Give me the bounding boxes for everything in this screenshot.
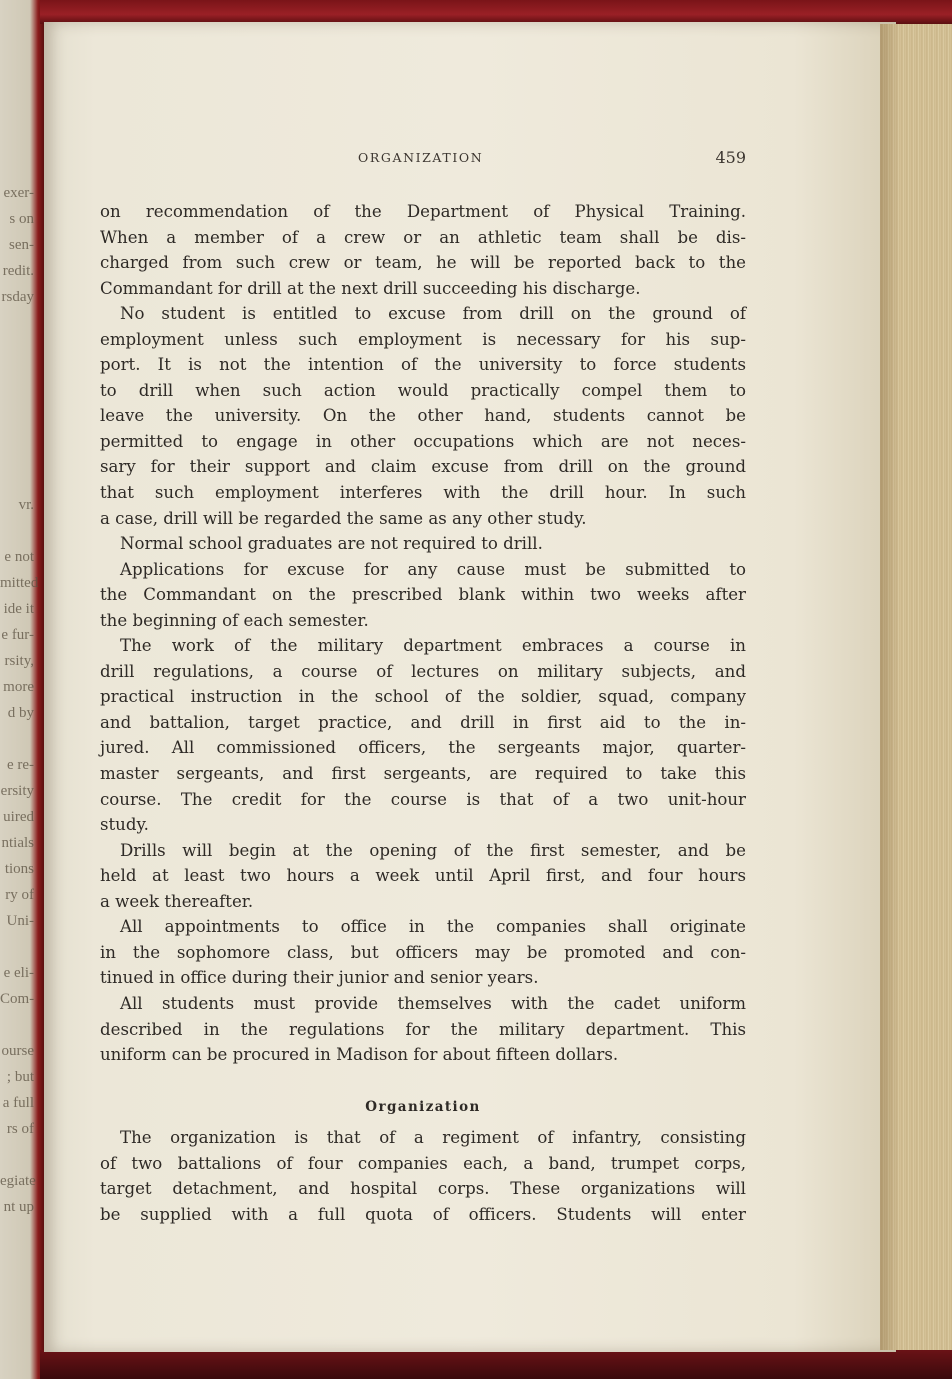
text-line: and battalion, target practice, and drill in first aid to the in- bbox=[100, 712, 746, 732]
previous-page-fragment: Com- bbox=[0, 991, 35, 1007]
text-line: employment unless such employment is necessary for his sup- bbox=[100, 329, 746, 349]
previous-page-fragment: d by bbox=[7, 705, 34, 721]
text-line: be supplied with a full quota of officers. Students will enter bbox=[100, 1204, 746, 1224]
previous-page-fragment bbox=[0, 336, 34, 362]
text-line: uniform can be procured in Madison for about fifteen dollars. bbox=[100, 1045, 619, 1065]
previous-page-fragment: mitted bbox=[0, 575, 39, 591]
text-line: a case, drill will be regarded the same as any other study. bbox=[100, 508, 587, 528]
text-line: held at least two hours a week until April first, and four hours bbox=[100, 866, 746, 886]
text-line: target detachment, and hospital corps. These organizations will bbox=[100, 1179, 746, 1199]
previous-page-fragment: redit. bbox=[2, 263, 34, 279]
page-stack-shadow bbox=[880, 24, 900, 1350]
page-number: 459 bbox=[715, 148, 746, 167]
previous-page-fragment bbox=[0, 1012, 34, 1038]
body-text bbox=[100, 199, 746, 1068]
previous-page-fragment: ide it bbox=[3, 601, 34, 617]
text-line: in the sophomore class, but officers may be promoted and con- bbox=[100, 942, 746, 962]
text-line: course. The credit for the course is that of a two unit-hour bbox=[100, 789, 746, 809]
text-line: the beginning of each semester. bbox=[100, 610, 369, 630]
previous-page-fragment bbox=[0, 362, 34, 388]
previous-page-fragment: more bbox=[3, 679, 34, 695]
text-line: Normal school graduates are not required to drill. bbox=[120, 534, 543, 554]
previous-page-fragment: ntials bbox=[1, 835, 34, 851]
previous-page-fragment: egiate bbox=[0, 1173, 36, 1189]
previous-page-fragment: rsity, bbox=[4, 653, 34, 669]
text-line: tinued in office during their junior and senior years. bbox=[100, 968, 539, 988]
previous-page-fragment bbox=[0, 414, 34, 440]
previous-page-fragment: ourse bbox=[1, 1043, 34, 1059]
running-head-title: ORGANIZATION bbox=[358, 150, 484, 165]
previous-page-fragment bbox=[0, 440, 34, 466]
previous-page-fragment: e eli- bbox=[3, 965, 34, 981]
text-line: charged from such crew or team, he will be reported back to the bbox=[100, 253, 746, 273]
previous-page-fragment: sen- bbox=[9, 237, 34, 253]
text-line: to drill when such action would practically compel them to bbox=[100, 380, 746, 400]
text-line: port. It is not the intention of the university to force students bbox=[100, 355, 746, 375]
previous-page-fragment: e not bbox=[4, 549, 34, 565]
previous-page-fragment: e fur- bbox=[1, 627, 34, 643]
previous-page-fragment: rs of bbox=[6, 1121, 34, 1137]
text-line: leave the university. On the other hand, students cannot be bbox=[100, 406, 746, 426]
organization-text bbox=[100, 1125, 746, 1227]
text-line: master sergeants, and first sergeants, are required to take this bbox=[100, 764, 746, 784]
text-line: All appointments to office in the companies shall originate bbox=[120, 917, 746, 937]
previous-page-fragment bbox=[0, 1142, 34, 1168]
previous-page-fragment: ; but bbox=[6, 1069, 34, 1085]
running-head bbox=[100, 148, 746, 174]
previous-page-fragment: vr. bbox=[18, 497, 34, 513]
text-line: a week thereafter. bbox=[100, 891, 254, 911]
text-line: the Commandant on the prescribed blank within two weeks after bbox=[100, 585, 746, 605]
text-line: permitted to engage in other occupations which are not neces- bbox=[100, 431, 746, 451]
text-line: No student is entitled to excuse from drill on the ground of bbox=[120, 304, 746, 324]
text-line: sary for their support and claim excuse from drill on the ground bbox=[100, 457, 746, 477]
previous-page-fragment: Uni- bbox=[6, 913, 34, 929]
text-line: Applications for excuse for any cause must be submitted to bbox=[120, 559, 746, 579]
previous-page-fragment: uired bbox=[3, 809, 34, 825]
previous-page-fragment bbox=[0, 466, 34, 492]
text-line: Drills will begin at the opening of the first semester, and be bbox=[120, 840, 746, 860]
previous-page-fragment: rsday bbox=[1, 289, 34, 305]
text-line: study. bbox=[100, 815, 149, 835]
text-line: The organization is that of a regiment of infantry, consisting bbox=[120, 1128, 746, 1147]
text-line: When a member of a crew or an athletic team shall be dis- bbox=[100, 227, 746, 247]
text-line: The work of the military department embraces a course in bbox=[120, 636, 746, 656]
previous-page-fragment bbox=[0, 310, 34, 336]
text-line: Commandant for drill at the next drill succeeding his discharge. bbox=[100, 278, 641, 298]
text-line: All students must provide themselves with the cadet uniform bbox=[120, 993, 746, 1013]
text-line: jured. All commissioned officers, the sergeants major, quarter- bbox=[100, 738, 746, 758]
previous-page-fragment: e re- bbox=[6, 757, 34, 773]
previous-page-fragment: nt up bbox=[3, 1199, 34, 1215]
book-top-edge bbox=[40, 0, 952, 24]
previous-page-fragments bbox=[0, 180, 39, 1240]
previous-page-fragment: exer- bbox=[3, 185, 34, 201]
previous-page-fragment: s on bbox=[9, 211, 34, 227]
book-bottom-edge bbox=[40, 1350, 952, 1379]
previous-page-fragment bbox=[0, 934, 34, 960]
text-line: on recommendation of the Department of Physical Training. bbox=[100, 202, 746, 221]
previous-page-fragment bbox=[0, 518, 34, 544]
previous-page-fragment bbox=[0, 388, 34, 414]
previous-page-fragment bbox=[0, 726, 34, 752]
previous-page-fragment: ry of bbox=[5, 887, 34, 903]
previous-page-fragment: ersity bbox=[0, 783, 34, 799]
previous-page-fragment: tions bbox=[4, 861, 34, 877]
previous-page-fragment: a full bbox=[2, 1095, 34, 1111]
section-heading: Organization bbox=[365, 1099, 481, 1115]
text-line: of two battalions of four companies each, a band, trumpet corps, bbox=[100, 1153, 746, 1173]
text-line: that such employment interferes with the drill hour. In such bbox=[100, 483, 746, 503]
text-line: drill regulations, a course of lectures on military subjects, and bbox=[100, 661, 746, 681]
text-line: practical instruction in the school of the soldier, squad, company bbox=[100, 687, 746, 707]
text-line: described in the regulations for the military department. This bbox=[100, 1019, 746, 1039]
